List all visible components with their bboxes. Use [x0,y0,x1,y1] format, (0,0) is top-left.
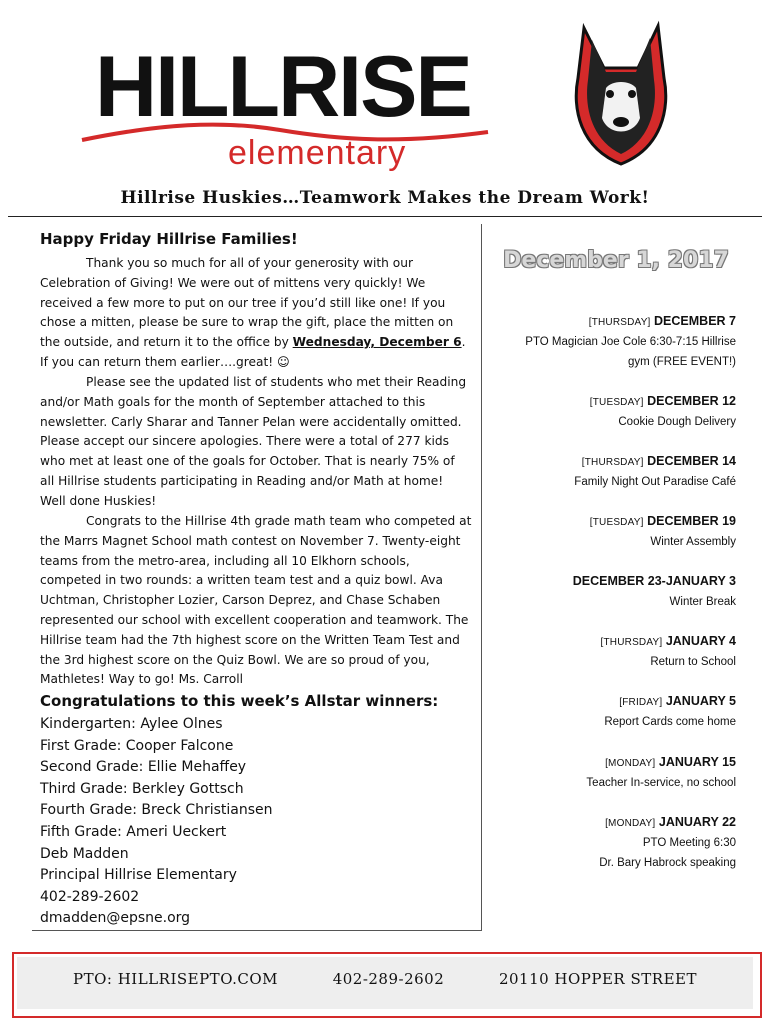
signature-title: Principal Hillrise Elementary [40,867,237,884]
event-date-line [486,755,736,769]
calendar-event [486,454,736,492]
event-date-line [486,694,736,708]
allstar-winners-list [40,714,273,930]
winner-item: Fifth Grade: Ameri Ueckert [40,823,227,840]
newsletter-date: December 1, 2017 [503,248,729,273]
school-logo-title: HILLRISE [95,39,471,135]
event-date-line [486,574,736,588]
header-divider [8,216,762,217]
event-date: JANUARY 5 [665,694,736,708]
event-date-line [486,514,736,528]
event-day: [MONDAY] [605,818,656,829]
event-date: DECEMBER 23-JANUARY 3 [572,574,736,588]
event-description [486,332,736,372]
event-desc-line: Dr. Bary Habrock speaking [599,857,736,869]
calendar-event [486,514,736,552]
event-date: JANUARY 4 [665,634,736,648]
event-desc-line: Winter Break [669,596,736,608]
event-day: [MONDAY] [605,758,656,769]
letter-paragraph-mittens [40,254,472,373]
letter-paragraph-goals [40,373,472,512]
winner-item: First Grade: Cooper Falcone [40,737,234,754]
math-team-text: Congrats to the Hillrise 4th grade math team who competed at the Marrs Magnet School math contest on November 7. Twenty-eight teams from the metro-area, including all 10 Elkhorn schools, competed in two rounds: a written team test and a quiz bowl. Ava Uchtman, Christopher Lozier, Carson Deprez, and Chase Schaben represented our school with excellent cooperation and teamwork. The Hillrise team had the 7th highest score on the Written Team Test and the 3rd highest score on the Quiz Bowl. We are so proud of you, Mathletes! Way to go! Ms. Carroll [40,514,472,687]
event-date: DECEMBER 7 [654,314,736,328]
event-date-line [486,815,736,829]
event-desc-line: Cookie Dough Delivery [618,416,736,428]
event-date-line [486,634,736,648]
event-day: [THURSDAY] [600,637,663,648]
event-desc-line: Report Cards come home [604,716,736,728]
event-desc-line: Family Night Out Paradise Café [574,476,736,488]
calendar-event [486,694,736,732]
event-desc-line: gym (FREE EVENT!) [628,356,736,368]
event-date-line [486,394,736,408]
goals-text: Please see the updated list of students who met their Reading and/or Math goals for the month of September attached to this newsletter. Carly Sharar and Tanner Pelan were accidentally omitted. Please accept our sincere apologies. There were a total of 277 kids who met at least one of the goals for October. That is nearly 75% of all Hillrise students participating in Reading and/or Math at home! Well done Huskies! [40,375,467,508]
event-description [486,712,736,732]
letter-greeting: Happy Friday Hillrise Families! [40,230,298,248]
event-description [486,532,736,552]
letter-paragraph-math-team [40,512,472,690]
school-logo-subtitle: elementary [228,134,407,172]
event-date: DECEMBER 12 [647,394,736,408]
signature-name: Deb Madden [40,845,129,862]
event-day: [THURSDAY] [581,457,644,468]
husky-mascot-icon [566,18,676,168]
footer-pto-website[interactable]: PTO: HILLRISEPTO.COM [73,970,279,988]
event-desc-line: Winter Assembly [650,536,736,548]
event-description [486,592,736,612]
event-date-line [486,314,736,328]
footer-contact [17,970,753,988]
event-day: [FRIDAY] [619,697,663,708]
signature-phone: 402-289-2602 [40,888,140,905]
winner-item: Fourth Grade: Breck Christiansen [40,802,273,819]
newsletter-tagline: Hillrise Huskies…Teamwork Makes the Dream Work! [120,188,650,208]
event-day: [THURSDAY] [588,317,651,328]
event-desc-line: Teacher In-service, no school [586,777,736,789]
allstar-heading: Congratulations to this week’s Allstar winners: [40,692,439,710]
event-desc-line: Return to School [650,656,736,668]
winner-item: Third Grade: Berkley Gottsch [40,780,244,797]
event-desc-line: PTO Meeting 6:30 [642,837,736,849]
event-desc-line: PTO Magician Joe Cole 6:30-7:15 Hillrise [525,336,736,348]
calendar-event [486,314,736,372]
event-day: [TUESDAY] [589,397,644,408]
calendar-event [486,634,736,672]
signature-email[interactable]: dmadden@epsne.org [40,910,191,927]
event-date: JANUARY 22 [658,815,736,829]
mittens-text: Thank you so much for all of your generosity with our Celebration of Giving! We were out of mittens very quickly! We received a few more to put on our tree if you’d still like one! If you chose a mitten, please be sure to wrap the gift, place the mitten on the outside, and return it to the office by [40,256,454,350]
mitten-deadline: Wednesday, December 6 [292,335,462,350]
winner-item: Kindergarten: Aylee Olnes [40,716,223,732]
calendar-event [486,755,736,793]
calendar-event [486,815,736,873]
event-description [486,652,736,672]
mittens-text-end: . If you can return them earlier….great! ☺ [40,335,466,369]
winner-item: Second Grade: Ellie Mehaffey [40,759,247,776]
calendar-event [486,574,736,612]
event-date-line [486,454,736,468]
event-date: DECEMBER 19 [647,514,736,528]
event-date: DECEMBER 14 [647,454,736,468]
footer-phone: 402-289-2602 [332,970,445,988]
event-description [486,833,736,873]
event-date: JANUARY 15 [658,755,736,769]
footer-address: 20110 HOPPER STREET [498,970,697,988]
event-description [486,472,736,492]
calendar-event [486,394,736,432]
event-description [486,773,736,793]
event-day: [TUESDAY] [589,517,644,528]
event-description [486,412,736,432]
